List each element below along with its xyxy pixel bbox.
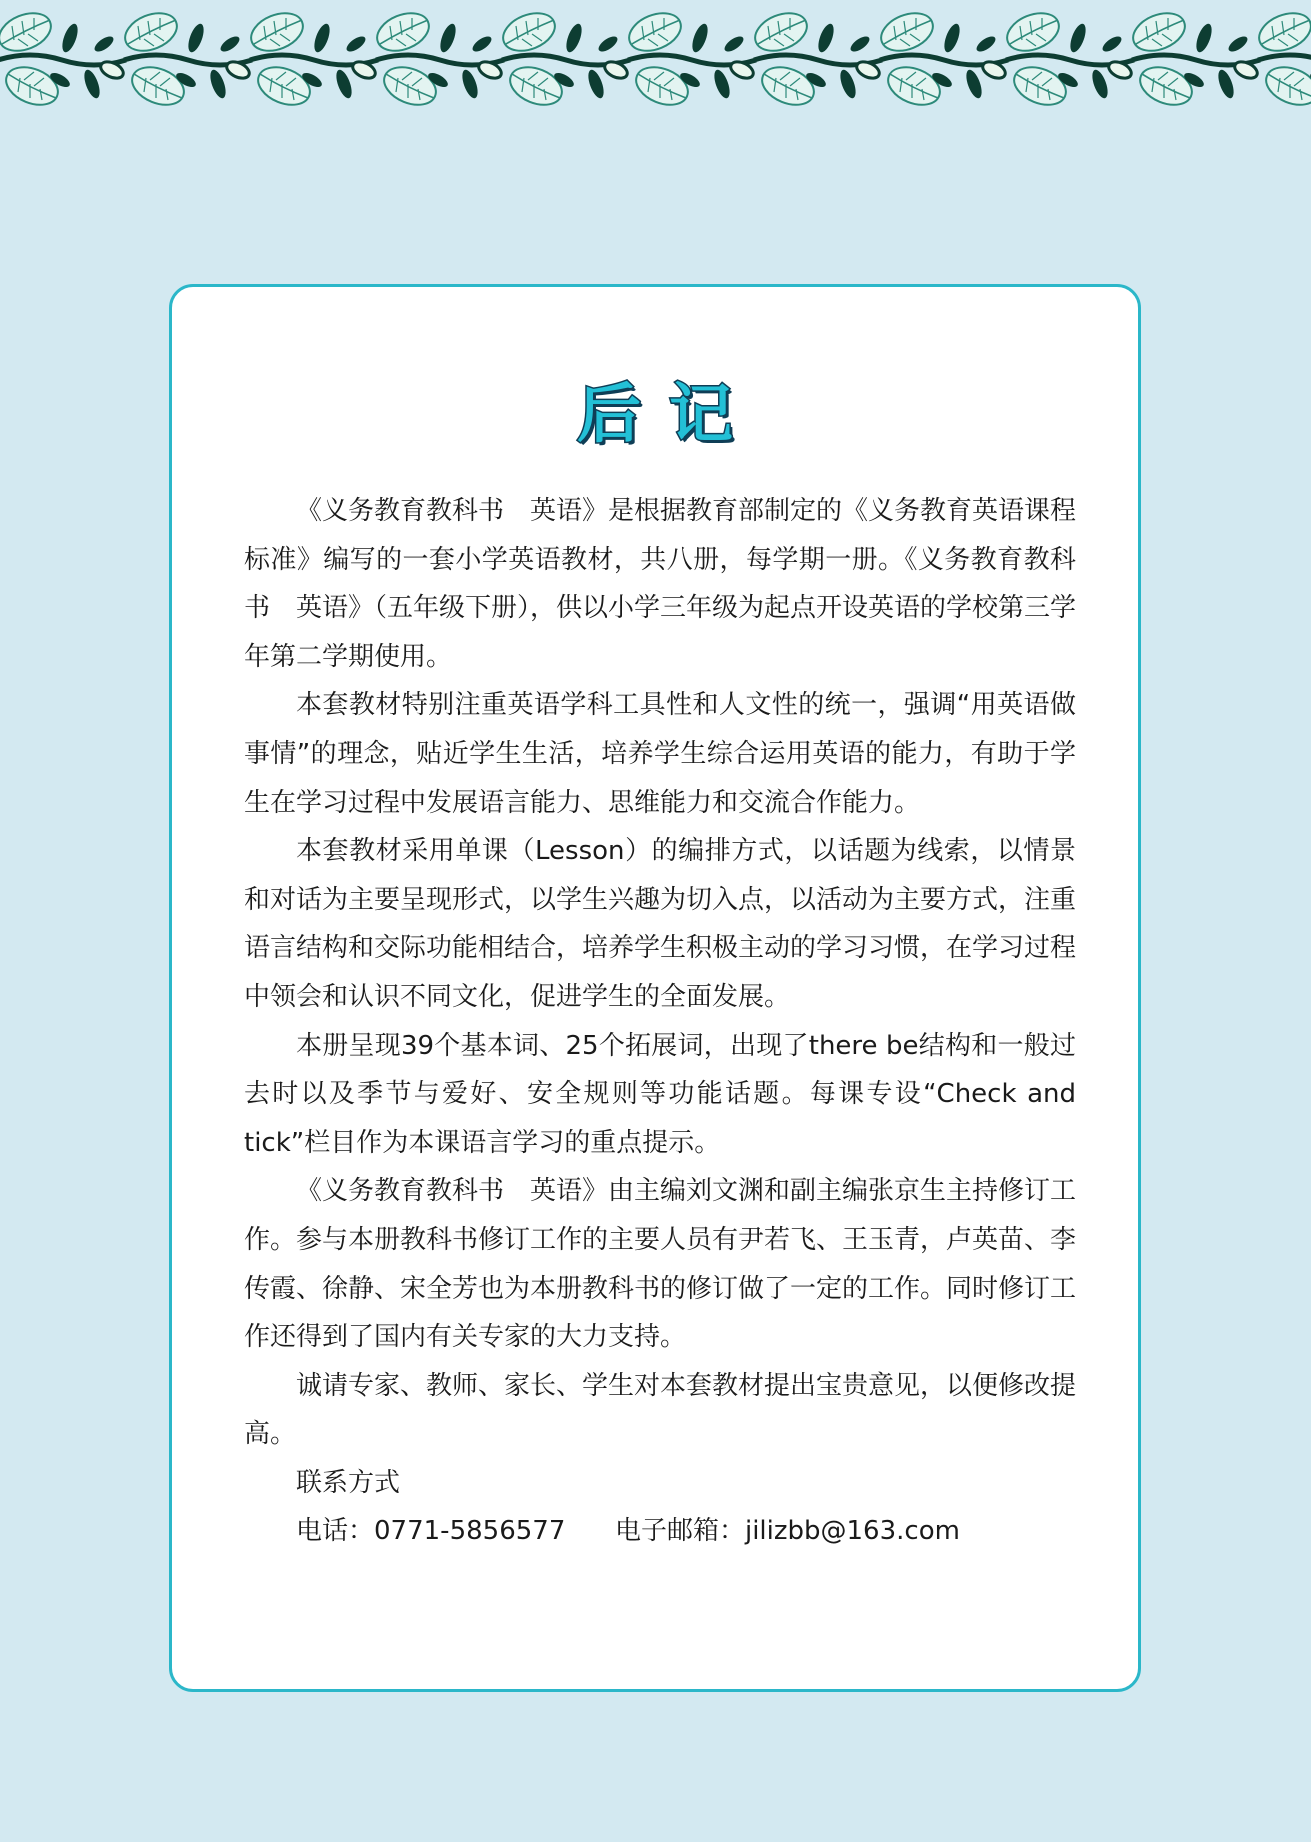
contact-heading: 联系方式 — [296, 1467, 401, 1498]
paragraph-feedback: 诚请专家、教师、家长、学生对本套教材提出宝贵意见，以便修改提高。 — [244, 1370, 1077, 1450]
leaf-vine-border — [0, 0, 1311, 130]
paragraph-philosophy: 本套教材特别注重英语学科工具性和人文性的统一，强调“用英语做事情”的理念，贴近学生生活，培养学生综合运用英语的能力，有助于学生在学习过程中发展语言能力、思维能力和交流合作能力。 — [244, 690, 1076, 818]
email-label: 电子邮箱： — [614, 1516, 745, 1547]
paragraph-content: 本册呈现39个基本词、25个拓展词，出现了there be结构和一般过去时以及季节与爱好、安全规则等功能话题。每课专设“Check and tick”栏目作为本课语言学习的重点提示。 — [244, 1030, 1076, 1158]
afterword-card — [169, 284, 1141, 1692]
contact-line — [244, 1507, 1076, 1556]
email-address: jilizbb@163.com — [744, 1516, 960, 1547]
paragraph-editors: 《义务教育教科书 英语》由主编刘文渊和副主编张京生主持修订工作。参与本册教科书修订工作的主要人员有尹若飞、王玉青，卢英苗、李传霞、徐静、宋全芳也为本册教科书的修订做了一定的工作。同时修订工作还得到了国内有关专家的大力支持。 — [244, 1176, 1077, 1353]
page-title — [172, 363, 1138, 455]
title-text: 后记 — [577, 378, 761, 452]
phone-label: 电话： — [296, 1516, 375, 1547]
afterword-body — [244, 487, 1076, 1556]
paragraph-structure: 本套教材采用单课（Lesson）的编排方式，以话题为线索，以情景和对话为主要呈现形式，以学生兴趣为切入点，以活动为主要方式，注重语言结构和交际功能相结合，培养学生积极主动的学习习惯，在学习过程中领会和认识不同文化，促进学生的全面发展。 — [244, 836, 1077, 1012]
phone-number: 0771-5856577 — [374, 1516, 566, 1547]
paragraph-intro: 《义务教育教科书 英语》是根据教育部制定的《义务教育英语课程标准》编写的一套小学英语教材，共八册，每学期一册。《义务教育教科书 英语》（五年级下册），供以小学三年级为起点开设英语的学校第三学年第二学期使用。 — [244, 496, 1077, 672]
